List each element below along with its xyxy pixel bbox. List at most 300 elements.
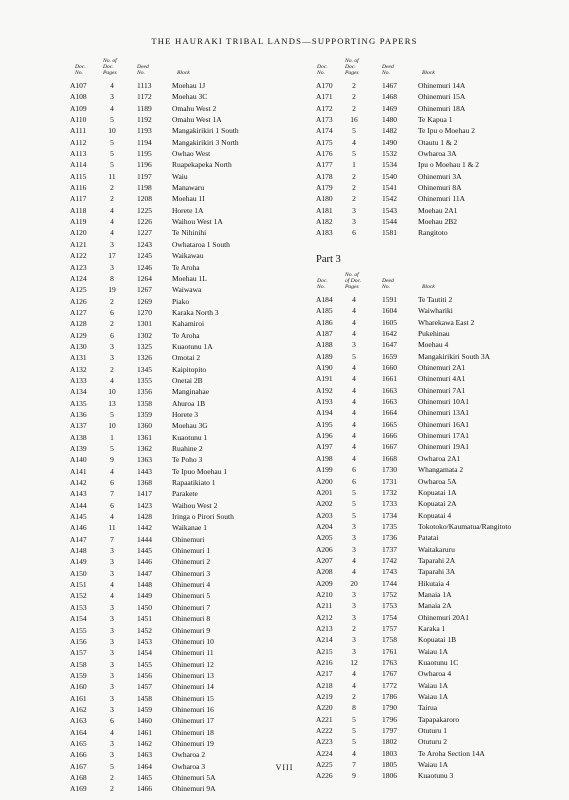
block-cell: Waiau 1A xyxy=(418,692,449,702)
pages-cell: 3 xyxy=(110,648,114,658)
block-cell: Manaia 1A xyxy=(418,589,452,599)
deed-no-cell: 1480 xyxy=(382,115,397,125)
block-cell: Waikawau xyxy=(172,251,204,261)
table-row xyxy=(70,420,300,431)
table-row xyxy=(70,193,300,204)
block-cell: Ohinemuri 8A xyxy=(418,183,462,193)
right-column-headers xyxy=(316,56,546,76)
pages-header: No. of Doc. Pages xyxy=(103,58,117,76)
doc-no-cell: A179 xyxy=(316,183,333,193)
block-cell: Ohinemuri 13A1 xyxy=(418,408,470,418)
deed-no-cell: 1270 xyxy=(137,307,152,317)
block-cell: Waihou West 2 xyxy=(172,500,218,510)
pages-cell: 3 xyxy=(110,546,114,556)
table-row xyxy=(316,91,546,102)
table-row xyxy=(70,556,300,567)
deed-no-cell: 1642 xyxy=(382,329,397,339)
pages-cell: 2 xyxy=(352,103,356,113)
table-row xyxy=(316,725,546,736)
pages-cell: 5 xyxy=(110,160,114,170)
deed-no-cell: 1469 xyxy=(382,103,397,113)
doc-no-cell: A204 xyxy=(316,521,333,531)
doc-no-cell: A109 xyxy=(70,103,87,113)
doc-no-cell: A128 xyxy=(70,319,87,329)
table-row xyxy=(316,634,546,645)
block-cell: Ohinemuri 4A1 xyxy=(418,374,466,384)
deed-no-cell: 1581 xyxy=(382,228,397,238)
doc-no-cell: A211 xyxy=(316,601,333,611)
table-row xyxy=(70,114,300,125)
block-cell: Manawaru xyxy=(172,183,205,193)
pages-cell: 7 xyxy=(110,534,114,544)
table-row xyxy=(70,715,300,726)
block-cell: Ohinemuri 19 xyxy=(172,738,214,748)
pages-cell: 5 xyxy=(352,351,356,361)
deed-no-cell: 1743 xyxy=(382,567,397,577)
doc-no-cell: A177 xyxy=(316,160,333,170)
doc-no-cell: A223 xyxy=(316,737,333,747)
block-cell: Owhataroa 1 South xyxy=(172,239,230,249)
deed-no-cell: 1465 xyxy=(137,772,152,782)
doc-no-cell: A217 xyxy=(316,669,333,679)
doc-no-cell: A156 xyxy=(70,636,87,646)
pages-cell: 2 xyxy=(352,171,356,181)
part-3-heading: Part 3 xyxy=(316,254,341,265)
table-row xyxy=(316,125,546,136)
deed-no-header: Deed No. xyxy=(382,64,394,76)
table-row xyxy=(70,625,300,636)
block-cell: Manginahae xyxy=(172,387,210,397)
block-cell: Te Ipuo Moehau 1 xyxy=(172,466,228,476)
doc-no-cell: A215 xyxy=(316,646,333,656)
pages-cell: 3 xyxy=(110,614,114,624)
deed-no-cell: 1737 xyxy=(382,544,397,554)
doc-no-cell: A172 xyxy=(316,103,333,113)
doc-no-cell: A166 xyxy=(70,750,87,760)
deed-no-cell: 1458 xyxy=(137,693,152,703)
doc-no-cell: A138 xyxy=(70,432,87,442)
table-row xyxy=(70,91,300,102)
pages-cell: 2 xyxy=(110,772,114,782)
deed-no-cell: 1113 xyxy=(137,81,152,90)
table-row xyxy=(70,432,300,443)
pages-cell: 13 xyxy=(108,398,116,408)
deed-no-cell: 1195 xyxy=(137,149,152,159)
deed-no-cell: 1226 xyxy=(137,217,152,227)
block-header: Block xyxy=(422,284,435,290)
block-cell: Ohinemuri 1 xyxy=(172,546,211,556)
table-row xyxy=(70,443,300,454)
table-row xyxy=(316,532,546,543)
block-cell: Piako xyxy=(172,296,190,306)
pages-cell: 8 xyxy=(110,273,114,283)
block-cell: Omahu West 2 xyxy=(172,103,217,113)
pages-cell: 5 xyxy=(352,726,356,736)
block-cell: Ohinemuri 3A xyxy=(418,171,462,181)
doc-no-cell: A129 xyxy=(70,330,87,340)
deed-no-cell: 1790 xyxy=(382,703,397,713)
deed-no-cell: 1544 xyxy=(382,217,397,227)
table-row xyxy=(70,568,300,579)
pages-header: No. of of Doc. Pages xyxy=(345,272,362,290)
pages-cell: 3 xyxy=(110,659,114,669)
pages-cell: 7 xyxy=(352,760,356,770)
doc-no-cell: A180 xyxy=(316,194,333,204)
pages-cell: 10 xyxy=(108,387,116,397)
block-cell: Ohinemuri 5 xyxy=(172,591,211,601)
deed-no-cell: 1445 xyxy=(137,546,152,556)
pages-cell: 4 xyxy=(352,442,356,452)
page-number: VIII xyxy=(275,763,294,772)
pages-cell: 2 xyxy=(352,692,356,702)
table-row xyxy=(70,171,300,182)
deed-no-cell: 1665 xyxy=(382,419,397,429)
deed-no-cell: 1663 xyxy=(382,385,397,395)
deed-no-cell: 1227 xyxy=(137,228,152,238)
block-cell: Owharoa 5A xyxy=(418,476,457,486)
pages-cell: 3 xyxy=(110,353,114,363)
doc-no-cell: A183 xyxy=(316,228,333,238)
block-cell: Owhao West xyxy=(172,149,211,159)
table-row xyxy=(70,137,300,148)
table-row xyxy=(316,294,546,305)
block-cell: Ipu o Moehau 1 & 2 xyxy=(418,160,480,170)
table-row xyxy=(70,159,300,170)
table-row xyxy=(316,691,546,702)
table-row xyxy=(70,318,300,329)
deed-no-cell: 1666 xyxy=(382,431,397,441)
table-row xyxy=(316,612,546,623)
table-row xyxy=(316,487,546,498)
doc-no-cell: A185 xyxy=(316,306,333,316)
deed-no-cell: 1752 xyxy=(382,589,397,599)
pages-header: No. of Doc. Pages xyxy=(345,58,359,76)
doc-no-cell: A127 xyxy=(70,307,87,317)
pages-cell: 5 xyxy=(110,137,114,147)
deed-no-cell: 1540 xyxy=(382,171,397,181)
block-cell: Iringa o Pirori South xyxy=(172,512,234,522)
pages-cell: 4 xyxy=(110,103,114,113)
pages-cell: 3 xyxy=(110,693,114,703)
pages-cell: 3 xyxy=(110,341,114,351)
deed-no-cell: 1452 xyxy=(137,625,152,635)
deed-no-cell: 1325 xyxy=(137,341,152,351)
table-row xyxy=(70,749,300,760)
block-header: Block xyxy=(422,70,435,76)
block-cell: Moehau 4 xyxy=(418,340,449,350)
block-cell: Te Nihinihi xyxy=(172,228,207,238)
block-cell: Ohinemuri 16A1 xyxy=(418,419,470,429)
doc-no-cell: A161 xyxy=(70,693,87,703)
doc-no-cell: A122 xyxy=(70,251,87,261)
deed-no-cell: 1269 xyxy=(137,296,152,306)
doc-no-cell: A148 xyxy=(70,546,87,556)
deed-no-cell: 1225 xyxy=(137,205,152,215)
doc-no-cell: A157 xyxy=(70,648,87,658)
block-cell: Ohinemuri 11A xyxy=(418,194,466,204)
block-cell: Manaia 2A xyxy=(418,601,452,611)
table-row xyxy=(70,341,300,352)
deed-no-cell: 1356 xyxy=(137,387,152,397)
deed-no-cell: 1456 xyxy=(137,670,152,680)
table-row xyxy=(70,182,300,193)
deed-no-cell: 1661 xyxy=(382,374,397,384)
deed-no-cell: 1736 xyxy=(382,533,397,543)
deed-no-cell: 1796 xyxy=(382,714,397,724)
block-cell: Omotai 2 xyxy=(172,353,201,363)
doc-no-cell: A173 xyxy=(316,115,333,125)
deed-no-cell: 1448 xyxy=(137,580,152,590)
doc-no-cell: A193 xyxy=(316,397,333,407)
table-row xyxy=(316,748,546,759)
block-cell: Ohinemuri xyxy=(172,534,205,544)
doc-no-cell: A167 xyxy=(70,761,87,771)
doc-no-cell: A207 xyxy=(316,555,333,565)
block-cell: Tapapakaroro xyxy=(418,714,460,724)
deed-no-cell: 1667 xyxy=(382,442,397,452)
pages-cell: 3 xyxy=(352,601,356,611)
table-row xyxy=(316,351,546,362)
doc-no-cell: A164 xyxy=(70,727,87,737)
pages-cell: 2 xyxy=(110,319,114,329)
doc-no-cell: A224 xyxy=(316,748,333,758)
pages-cell: 5 xyxy=(352,126,356,136)
table-row xyxy=(316,578,546,589)
doc-no-cell: A130 xyxy=(70,341,87,351)
pages-cell: 4 xyxy=(110,512,114,522)
doc-no-cell: A212 xyxy=(316,612,333,622)
doc-no-cell: A118 xyxy=(70,205,87,215)
doc-no-cell: A154 xyxy=(70,614,87,624)
table-row xyxy=(316,362,546,373)
pages-cell: 5 xyxy=(110,149,114,159)
doc-no-cell: A139 xyxy=(70,444,87,453)
deed-no-cell: 1757 xyxy=(382,623,397,633)
block-cell: Moehau 3G xyxy=(172,421,208,431)
block-cell: Waiau 1A xyxy=(418,646,449,656)
doc-no-header: Doc. No. xyxy=(317,64,328,76)
pages-cell: 20 xyxy=(350,578,358,588)
block-cell: Kuaotunu 1C xyxy=(418,658,459,667)
deed-no-cell: 1359 xyxy=(137,409,152,419)
pages-cell: 4 xyxy=(352,567,356,577)
doc-no-header: Doc. No. xyxy=(75,64,86,76)
table-row xyxy=(316,317,546,328)
pages-cell: 4 xyxy=(352,397,356,407)
pages-cell: 2 xyxy=(110,183,114,193)
deed-no-cell: 1541 xyxy=(382,183,397,193)
deed-no-cell: 1197 xyxy=(137,171,152,181)
table-row xyxy=(70,273,300,284)
block-cell: Otautu 1 & 2 xyxy=(418,137,458,147)
table-row xyxy=(70,330,300,341)
deed-no-cell: 1659 xyxy=(382,351,397,361)
block-cell: Waikanae 1 xyxy=(172,523,208,533)
deed-no-cell: 1468 xyxy=(382,92,397,102)
deed-no-cell: 1462 xyxy=(137,738,152,748)
table-row xyxy=(316,510,546,521)
block-cell: Ohinemuri 18A xyxy=(418,103,466,113)
doc-no-cell: A124 xyxy=(70,273,87,283)
doc-no-cell: A199 xyxy=(316,465,333,475)
deed-no-cell: 1803 xyxy=(382,748,397,758)
pages-cell: 5 xyxy=(110,115,114,125)
pages-cell: 2 xyxy=(352,623,356,633)
pages-cell: 3 xyxy=(110,262,114,272)
doc-no-cell: A153 xyxy=(70,602,87,612)
pages-cell: 4 xyxy=(352,363,356,373)
deed-no-cell: 1605 xyxy=(382,317,397,327)
pages-cell: 1 xyxy=(110,432,114,442)
deed-no-cell: 1663 xyxy=(382,397,397,407)
deed-no-cell: 1543 xyxy=(382,205,397,215)
right-document-table xyxy=(316,56,546,239)
block-cell: Ohinemuri 3 xyxy=(172,568,211,578)
deed-no-cell: 1449 xyxy=(137,591,152,601)
doc-no-cell: A116 xyxy=(70,183,87,193)
block-cell: Ohinemuri 16 xyxy=(172,704,214,714)
deed-no-cell: 1193 xyxy=(137,126,152,136)
doc-no-cell: A114 xyxy=(70,160,87,170)
doc-no-cell: A137 xyxy=(70,421,87,431)
deed-no-cell: 1463 xyxy=(137,750,152,760)
block-cell: Parakete xyxy=(172,489,198,499)
pages-cell: 9 xyxy=(352,771,356,781)
doc-no-cell: A110 xyxy=(70,115,87,125)
block-cell: Ohinemuri 20A1 xyxy=(418,612,470,622)
doc-no-cell: A184 xyxy=(316,295,333,304)
table-row xyxy=(70,681,300,692)
deed-no-cell: 1451 xyxy=(137,614,152,624)
deed-no-cell: 1668 xyxy=(382,453,397,463)
doc-no-cell: A134 xyxy=(70,387,87,397)
doc-no-cell: A213 xyxy=(316,623,333,633)
doc-no-cell: A144 xyxy=(70,500,87,510)
table-row xyxy=(316,453,546,464)
deed-no-cell: 1742 xyxy=(382,555,397,565)
part-3-rows xyxy=(316,294,546,782)
pages-cell: 3 xyxy=(110,636,114,646)
block-cell: Te Tautiti 2 xyxy=(418,295,453,304)
pages-cell: 4 xyxy=(110,205,114,215)
block-cell: Ohinemuri 14A xyxy=(418,81,466,90)
block-cell: Ohinemuri 18 xyxy=(172,727,214,737)
doc-no-cell: A107 xyxy=(70,81,87,90)
pages-cell: 3 xyxy=(110,92,114,102)
block-cell: Horete 3 xyxy=(172,409,199,419)
doc-no-cell: A145 xyxy=(70,512,87,522)
pages-cell: 2 xyxy=(110,784,114,794)
pages-cell: 4 xyxy=(110,591,114,601)
doc-no-cell: A175 xyxy=(316,137,333,147)
deed-no-cell: 1591 xyxy=(382,295,397,304)
table-row xyxy=(70,636,300,647)
table-row xyxy=(316,555,546,566)
deed-no-cell: 1753 xyxy=(382,601,397,611)
table-row xyxy=(316,476,546,487)
table-row xyxy=(70,545,300,556)
table-row xyxy=(70,522,300,533)
pages-cell: 4 xyxy=(352,385,356,395)
doc-no-cell: A188 xyxy=(316,340,333,350)
block-cell: Ohinemuri 10 xyxy=(172,636,214,646)
pages-cell: 5 xyxy=(352,737,356,747)
block-cell: Otuturu 2 xyxy=(418,737,447,747)
block-cell: Kuaotunu 1A xyxy=(172,341,213,351)
deed-no-cell: 1647 xyxy=(382,340,397,350)
deed-no-cell: 1744 xyxy=(382,578,397,588)
table-row xyxy=(316,385,546,396)
deed-no-cell: 1455 xyxy=(137,659,152,669)
deed-no-cell: 1802 xyxy=(382,737,397,747)
block-cell: Waiwhariki xyxy=(418,306,453,316)
pages-cell: 4 xyxy=(352,680,356,690)
table-row xyxy=(70,454,300,465)
pages-cell: 11 xyxy=(108,523,116,533)
pages-cell: 3 xyxy=(352,589,356,599)
doc-no-cell: A147 xyxy=(70,534,87,544)
block-cell: Moehau 1L xyxy=(172,273,207,283)
table-row xyxy=(316,657,546,668)
table-row xyxy=(316,600,546,611)
doc-no-cell: A210 xyxy=(316,589,333,599)
doc-no-cell: A117 xyxy=(70,194,87,204)
deed-no-cell: 1482 xyxy=(382,126,397,136)
pages-cell: 1 xyxy=(352,160,356,170)
pages-cell: 2 xyxy=(110,364,114,374)
pages-cell: 4 xyxy=(110,727,114,737)
doc-no-cell: A178 xyxy=(316,171,333,181)
doc-no-cell: A165 xyxy=(70,738,87,748)
pages-cell: 3 xyxy=(110,750,114,760)
pages-cell: 5 xyxy=(352,510,356,520)
pages-cell: 3 xyxy=(352,646,356,656)
deed-no-cell: 1196 xyxy=(137,160,152,170)
doc-no-cell: A181 xyxy=(316,205,333,215)
pages-cell: 16 xyxy=(350,115,358,125)
pages-cell: 4 xyxy=(352,669,356,679)
doc-no-cell: A159 xyxy=(70,670,87,680)
block-cell: Waiwawa xyxy=(172,285,202,295)
pages-cell: 5 xyxy=(352,487,356,497)
table-row xyxy=(316,680,546,691)
block-cell: Kopuatai 2A xyxy=(418,499,457,509)
deed-no-cell: 1446 xyxy=(137,557,152,567)
table-row xyxy=(70,80,300,91)
doc-no-cell: A191 xyxy=(316,374,333,384)
table-row xyxy=(70,579,300,590)
doc-no-cell: A123 xyxy=(70,262,87,272)
block-cell: Waiu xyxy=(172,171,188,181)
block-cell: Tokotoko/Kaumatua/Rangitoto xyxy=(418,521,512,531)
pages-cell: 2 xyxy=(110,194,114,204)
deed-no-cell: 1754 xyxy=(382,612,397,622)
pages-cell: 6 xyxy=(110,716,114,726)
deed-no-cell: 1467 xyxy=(382,81,397,90)
pages-cell: 4 xyxy=(110,375,114,385)
page-title: THE HAURAKI TRIBAL LANDS—SUPPORTING PAPERS xyxy=(151,36,418,46)
deed-no-cell: 1189 xyxy=(137,103,152,113)
table-row xyxy=(316,339,546,350)
table-row xyxy=(316,441,546,452)
doc-no-cell: A160 xyxy=(70,682,87,692)
block-cell: Owharoa 3A xyxy=(418,149,457,159)
table-row xyxy=(316,182,546,193)
left-rows xyxy=(70,80,300,795)
block-cell: Patatai xyxy=(418,533,439,543)
table-row xyxy=(70,534,300,545)
deed-no-cell: 1423 xyxy=(137,500,152,510)
